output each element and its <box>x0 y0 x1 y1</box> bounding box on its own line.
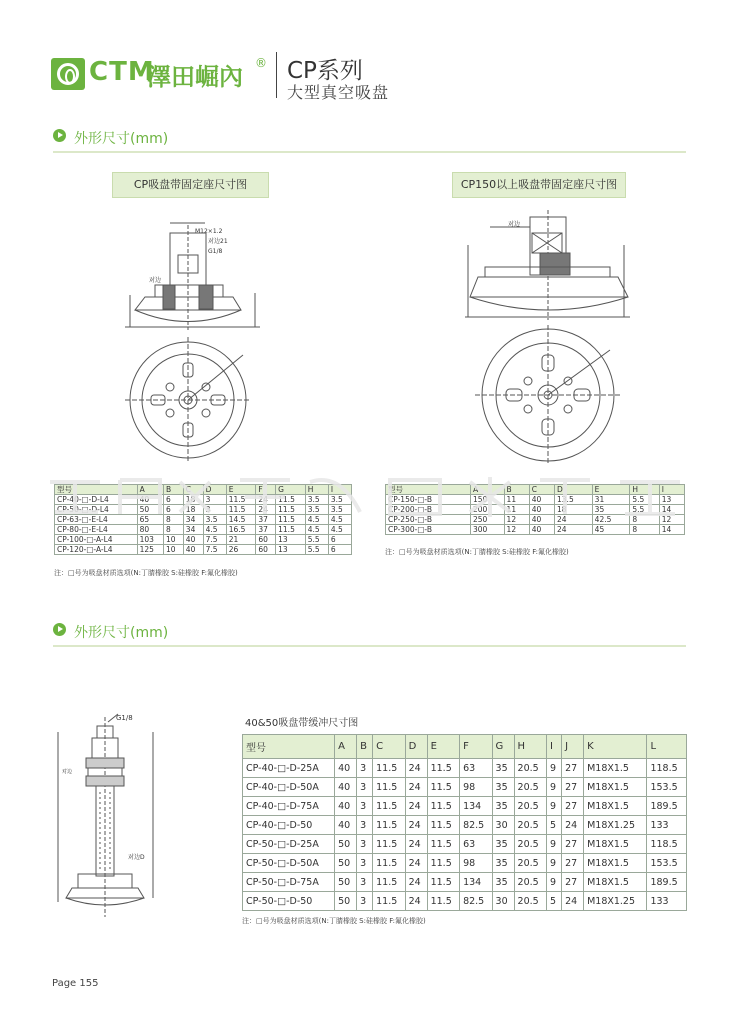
buffer-table-cell: 98 <box>460 854 492 873</box>
brand-name-en: CTM <box>89 57 155 87</box>
buffer-table-header-cell: G <box>492 735 514 759</box>
buffer-table-cell: 27 <box>562 854 584 873</box>
left-dimension-table <box>54 484 352 555</box>
left-cup-drawing <box>115 215 275 470</box>
buffer-table-cell: 35 <box>492 854 514 873</box>
buffer-table-cell: 11.5 <box>427 854 459 873</box>
right-table-cell: 12 <box>504 525 529 535</box>
left-table-cell: 3 <box>203 505 226 515</box>
left-table-cell: 21 <box>226 535 256 545</box>
left-table-header-cell: A <box>137 485 163 495</box>
buffer-table-cell: 24 <box>405 854 427 873</box>
buffer-table-cell: 11.5 <box>373 854 405 873</box>
section-arrow-icon-2 <box>53 623 66 636</box>
right-table-cell: 300 <box>471 525 505 535</box>
buffer-table-title: 40&50吸盘带缓冲尺寸图 <box>245 718 359 729</box>
left-table-cell: 40 <box>137 495 163 505</box>
left-table-cell: 40 <box>183 545 203 555</box>
section-2-note: 注：□号为吸盘材质选项(N:丁腈橡胶 S:硅橡胶 F:氟化橡胶) <box>242 917 426 925</box>
left-table-cell: 7.5 <box>203 535 226 545</box>
buffer-table-cell: 50 <box>335 835 357 854</box>
right-table-cell: 150 <box>471 495 505 505</box>
right-table-header-cell: 型号 <box>386 485 471 495</box>
right-table-cell: 12 <box>504 515 529 525</box>
right-table-cell: 5.5 <box>630 495 659 505</box>
buffer-table-header-cell: I <box>547 735 562 759</box>
buffer-table-cell: 35 <box>492 759 514 778</box>
buffer-table-cell: CP-50-□-D-50 <box>243 892 335 911</box>
right-table-cell: 11 <box>504 495 529 505</box>
section-2-title: 外形尺寸(mm) <box>74 625 169 641</box>
buffer-table-cell: 50 <box>335 873 357 892</box>
right-table-cell: 24 <box>555 515 593 525</box>
buffer-table-header-cell: B <box>357 735 373 759</box>
buffer-table-cell: 134 <box>460 873 492 892</box>
buffer-table-cell: 40 <box>335 778 357 797</box>
buffer-table-cell: 3 <box>357 854 373 873</box>
left-table-row <box>55 505 352 515</box>
left-table-row <box>55 535 352 545</box>
buffer-table-cell: 11.5 <box>373 797 405 816</box>
left-table-cell: 34 <box>183 525 203 535</box>
buffer-table-cell: 63 <box>460 835 492 854</box>
buffer-table-cell: CP-40-□-D-25A <box>243 759 335 778</box>
left-table-cell: 8 <box>163 515 183 525</box>
buffer-table-cell: 27 <box>562 873 584 892</box>
buffer-table-cell: 98 <box>460 778 492 797</box>
buffer-table-cell: 153.5 <box>647 854 687 873</box>
left-table-cell: 60 <box>256 535 276 545</box>
label-m12: M12×1.2 <box>195 228 223 235</box>
buffer-table-header-cell: D <box>405 735 427 759</box>
left-table-cell: 4.5 <box>305 525 328 535</box>
buffer-table-row <box>243 797 687 816</box>
buffer-table-cell: CP-50-□-D-50A <box>243 854 335 873</box>
label-across-flats-d: 对边D <box>128 854 145 861</box>
buffer-table-cell: 24 <box>405 759 427 778</box>
buffer-table-header-cell: C <box>373 735 405 759</box>
buffer-table-cell: 11.5 <box>427 816 459 835</box>
buffer-table-cell: 133 <box>647 892 687 911</box>
buffer-table-cell: M18X1.5 <box>584 854 647 873</box>
left-table-cell: 40 <box>183 535 203 545</box>
buffer-table-cell: 20.5 <box>514 873 546 892</box>
page-number: Page 155 <box>52 978 99 989</box>
buffer-table-cell: 82.5 <box>460 892 492 911</box>
section-1-title: 外形尺寸(mm) <box>74 131 169 147</box>
left-table-cell: CP-80-□-E-L4 <box>55 525 138 535</box>
left-table-header-cell: D <box>203 485 226 495</box>
left-table-cell: 103 <box>137 535 163 545</box>
buffer-table-header-cell: 型号 <box>243 735 335 759</box>
buffer-table-cell: 189.5 <box>647 873 687 892</box>
label-across-flats-21: 对边21 <box>208 238 228 245</box>
left-table-cell: 6 <box>163 505 183 515</box>
left-table-cell: 11.5 <box>276 525 306 535</box>
left-table-cell: 8 <box>163 525 183 535</box>
brand-logo-icon <box>51 58 85 90</box>
buffer-table-cell: 5 <box>547 816 562 835</box>
left-table-cell: 18 <box>183 495 203 505</box>
left-table-cell: 5.5 <box>305 535 328 545</box>
right-cup-drawing <box>460 205 635 470</box>
left-table-cell: CP-63-□-E-L4 <box>55 515 138 525</box>
left-table-cell: CP-120-□-A-L4 <box>55 545 138 555</box>
left-table-header-cell: 型号 <box>55 485 138 495</box>
left-table-cell: 4.5 <box>305 515 328 525</box>
left-table-cell: 34 <box>183 515 203 525</box>
section-1-note: 注：□号为吸盘材质选项(N:丁腈橡胶 S:硅橡胶 F:氟化橡胶) <box>54 569 238 577</box>
left-table-cell: 7.5 <box>203 545 226 555</box>
right-table-cell: 12 <box>659 515 684 525</box>
left-table-cell: 3.5 <box>305 495 328 505</box>
buffer-table-cell: M18X1.5 <box>584 873 647 892</box>
left-table-header-cell: I <box>328 485 351 495</box>
left-table-cell: 4.5 <box>328 515 351 525</box>
buffer-table-cell: 11.5 <box>373 892 405 911</box>
series-subtitle: 大型真空吸盘 <box>287 83 390 102</box>
left-table-cell: 3 <box>203 495 226 505</box>
buffer-table-cell: 9 <box>547 778 562 797</box>
right-table-cell: 5.5 <box>630 505 659 515</box>
buffer-table-cell: 30 <box>492 892 514 911</box>
right-table-cell: 42.5 <box>592 515 630 525</box>
left-table-cell: 10 <box>163 535 183 545</box>
left-table-cell: CP-40-□-D-L4 <box>55 495 138 505</box>
right-table-cell: 8 <box>630 515 659 525</box>
left-table-cell: 11.5 <box>276 495 306 505</box>
left-table-header-cell: E <box>226 485 256 495</box>
left-table-cell: 11.5 <box>226 505 256 515</box>
buffer-table-cell: 133 <box>647 816 687 835</box>
buffer-table-cell: 24 <box>405 778 427 797</box>
section-2-divider <box>53 645 686 647</box>
right-table-row <box>386 495 685 505</box>
buffer-table-cell: 24 <box>405 873 427 892</box>
buffer-table-cell: CP-40-□-D-75A <box>243 797 335 816</box>
left-table-cell: 6 <box>328 535 351 545</box>
left-table-cell: 11.5 <box>276 505 306 515</box>
buffer-table-header-cell: A <box>335 735 357 759</box>
buffer-table-cell: 24 <box>405 892 427 911</box>
buffer-table-cell: 118.5 <box>647 759 687 778</box>
left-table-cell: 13 <box>276 535 306 545</box>
right-dimension-table <box>385 484 685 535</box>
buffer-table-cell: CP-50-□-D-25A <box>243 835 335 854</box>
buffer-table-cell: 11.5 <box>373 816 405 835</box>
buffer-table-cell: 11.5 <box>373 778 405 797</box>
left-table-cell: 16.5 <box>226 525 256 535</box>
right-table-row <box>386 525 685 535</box>
left-table-cell: 3.5 <box>203 515 226 525</box>
buffer-dimension-table <box>242 734 687 911</box>
left-table-cell: 4.5 <box>328 525 351 535</box>
buffer-table-cell: M18X1.25 <box>584 892 647 911</box>
left-table-cell: 6 <box>163 495 183 505</box>
left-table-header-cell: H <box>305 485 328 495</box>
right-table-cell: 40 <box>529 525 554 535</box>
buffer-table-cell: 40 <box>335 759 357 778</box>
label-across-flats: 对边 <box>149 277 162 284</box>
right-table-header-cell: E <box>592 485 630 495</box>
buffer-table-cell: 11.5 <box>427 835 459 854</box>
section-arrow-icon <box>53 129 66 142</box>
right-table-cell: CP-250-□-B <box>386 515 471 525</box>
buffer-table-header-cell: K <box>584 735 647 759</box>
left-table-row <box>55 525 352 535</box>
left-drawing-caption: CP吸盘带固定座尺寸图 <box>112 172 269 198</box>
buffer-table-cell: 20.5 <box>514 778 546 797</box>
buffer-table-row <box>243 892 687 911</box>
buffer-table-cell: 134 <box>460 797 492 816</box>
left-table-cell: 37 <box>256 515 276 525</box>
buffer-table-cell: 20.5 <box>514 892 546 911</box>
buffer-table-cell: 9 <box>547 759 562 778</box>
buffer-table-cell: 11.5 <box>373 835 405 854</box>
section-1-right-note: 注：□号为吸盘材质选项(N:丁腈橡胶 S:硅橡胶 F:氟化橡胶) <box>385 548 569 556</box>
left-table-cell: 3.5 <box>328 495 351 505</box>
buffer-table-row <box>243 778 687 797</box>
left-table-cell: 14.5 <box>226 515 256 525</box>
left-table-cell: 18 <box>183 505 203 515</box>
buffer-table-cell: M18X1.5 <box>584 835 647 854</box>
left-table-row <box>55 495 352 505</box>
left-table-cell: 3.5 <box>328 505 351 515</box>
right-table-cell: 250 <box>471 515 505 525</box>
left-table-cell: 13 <box>276 545 306 555</box>
left-table-cell: 11.5 <box>276 515 306 525</box>
buffer-table-cell: 3 <box>357 797 373 816</box>
buffer-table-cell: 50 <box>335 892 357 911</box>
buffer-table-row <box>243 816 687 835</box>
buffer-cup-drawing <box>48 712 168 922</box>
buffer-table-header-cell: H <box>514 735 546 759</box>
buffer-table-cell: 11.5 <box>427 797 459 816</box>
buffer-table-cell: 20.5 <box>514 835 546 854</box>
buffer-table-cell: 3 <box>357 835 373 854</box>
left-table-row <box>55 545 352 555</box>
left-table-row <box>55 515 352 525</box>
buffer-table-cell: 5 <box>547 892 562 911</box>
right-table-cell: 14 <box>659 505 684 515</box>
buffer-table-cell: 189.5 <box>647 797 687 816</box>
right-drawing-caption: CP150以上吸盘带固定座尺寸图 <box>452 172 626 198</box>
left-table-cell: 6 <box>328 545 351 555</box>
right-table-header-cell: D <box>555 485 593 495</box>
left-table-cell: CP-100-□-A-L4 <box>55 535 138 545</box>
buffer-table-cell: 40 <box>335 816 357 835</box>
right-table-cell: 200 <box>471 505 505 515</box>
buffer-table-cell: 11.5 <box>373 759 405 778</box>
buffer-table-row <box>243 873 687 892</box>
buffer-table-row <box>243 854 687 873</box>
buffer-table-cell: 9 <box>547 854 562 873</box>
label-g18: G1/8 <box>208 248 223 255</box>
right-table-cell: 8 <box>630 525 659 535</box>
left-table-cell: 10 <box>163 545 183 555</box>
left-table-header-cell: G <box>276 485 306 495</box>
left-table-cell: 80 <box>137 525 163 535</box>
section-1-divider <box>53 151 686 153</box>
buffer-table-cell: 3 <box>357 873 373 892</box>
right-table-cell: 40 <box>529 515 554 525</box>
left-table-cell: 3.5 <box>305 505 328 515</box>
buffer-table-row <box>243 759 687 778</box>
buffer-table-cell: 20.5 <box>514 854 546 873</box>
buffer-table-cell: CP-40-□-D-50A <box>243 778 335 797</box>
left-table-cell: 60 <box>256 545 276 555</box>
left-table-header-cell: C <box>183 485 203 495</box>
right-table-cell: 14 <box>659 525 684 535</box>
buffer-table-cell: 3 <box>357 778 373 797</box>
buffer-table-cell: 9 <box>547 797 562 816</box>
left-table-cell: 26 <box>226 545 256 555</box>
label-right-across-flats: 对边 <box>508 221 521 228</box>
buffer-table-cell: 63 <box>460 759 492 778</box>
header-divider <box>276 52 277 98</box>
left-table-header-cell: F <box>256 485 276 495</box>
buffer-table-cell: M18X1.25 <box>584 816 647 835</box>
left-table-header-cell: B <box>163 485 183 495</box>
buffer-table-cell: 24 <box>562 816 584 835</box>
buffer-table-cell: 20.5 <box>514 797 546 816</box>
right-table-cell: 13.5 <box>555 495 593 505</box>
buffer-table-cell: 24 <box>562 892 584 911</box>
label-g18-buffer: G1/8 <box>116 714 133 722</box>
buffer-table-cell: M18X1.5 <box>584 759 647 778</box>
right-table-cell: 45 <box>592 525 630 535</box>
right-table-cell: CP-300-□-B <box>386 525 471 535</box>
buffer-table-cell: 11.5 <box>427 778 459 797</box>
right-table-cell: 11 <box>504 505 529 515</box>
buffer-table-cell: 20.5 <box>514 759 546 778</box>
right-table-cell: CP-150-□-B <box>386 495 471 505</box>
left-table-cell: 50 <box>137 505 163 515</box>
buffer-table-cell: 11.5 <box>373 873 405 892</box>
buffer-table-cell: 27 <box>562 797 584 816</box>
right-table-cell: 13 <box>659 495 684 505</box>
buffer-table-cell: 30 <box>492 816 514 835</box>
left-table-cell: 125 <box>137 545 163 555</box>
right-table-cell: 35 <box>592 505 630 515</box>
left-table-cell: CP-50-□-D-L4 <box>55 505 138 515</box>
buffer-table-cell: CP-40-□-D-50 <box>243 816 335 835</box>
buffer-table-cell: 82.5 <box>460 816 492 835</box>
label-across-flats-buffer: 对边 <box>62 769 73 775</box>
right-table-cell: CP-200-□-B <box>386 505 471 515</box>
buffer-table-cell: 11.5 <box>427 873 459 892</box>
buffer-table-cell: 35 <box>492 873 514 892</box>
buffer-table-cell: 153.5 <box>647 778 687 797</box>
left-table-cell: 24 <box>256 505 276 515</box>
right-table-header-cell: C <box>529 485 554 495</box>
left-table-cell: 5.5 <box>305 545 328 555</box>
buffer-table-cell: 24 <box>405 797 427 816</box>
left-table-cell: 37 <box>256 525 276 535</box>
right-table-row <box>386 505 685 515</box>
buffer-table-cell: 24 <box>405 835 427 854</box>
left-table-cell: 4.5 <box>203 525 226 535</box>
buffer-table-cell: 35 <box>492 778 514 797</box>
buffer-table-cell: 11.5 <box>427 759 459 778</box>
right-table-row <box>386 515 685 525</box>
buffer-table-cell: M18X1.5 <box>584 778 647 797</box>
left-table-cell: 24 <box>256 495 276 505</box>
buffer-table-header-cell: L <box>647 735 687 759</box>
buffer-table-cell: 3 <box>357 759 373 778</box>
buffer-table-cell: 3 <box>357 892 373 911</box>
right-table-header-cell: B <box>504 485 529 495</box>
right-table-header-cell: H <box>630 485 659 495</box>
buffer-table-header-cell: F <box>460 735 492 759</box>
buffer-table-cell: 118.5 <box>647 835 687 854</box>
series-title: CP系列 <box>287 58 363 84</box>
buffer-table-cell: 40 <box>335 797 357 816</box>
buffer-table-cell: M18X1.5 <box>584 797 647 816</box>
buffer-table-header-cell: J <box>562 735 584 759</box>
right-table-cell: 31 <box>592 495 630 505</box>
brand-name-cn: 澤田崛內 <box>147 63 243 91</box>
buffer-table-cell: 9 <box>547 835 562 854</box>
buffer-table-row <box>243 835 687 854</box>
right-table-header-cell: I <box>659 485 684 495</box>
buffer-table-cell: 35 <box>492 797 514 816</box>
buffer-table-cell: 50 <box>335 854 357 873</box>
registered-mark: ® <box>255 56 267 70</box>
buffer-table-header-cell: E <box>427 735 459 759</box>
buffer-table-cell: 27 <box>562 778 584 797</box>
buffer-table-cell: 20.5 <box>514 816 546 835</box>
buffer-table-cell: 24 <box>405 816 427 835</box>
right-table-cell: 18 <box>555 505 593 515</box>
buffer-table-cell: 27 <box>562 759 584 778</box>
right-table-header-cell: A <box>471 485 505 495</box>
left-table-cell: 65 <box>137 515 163 525</box>
right-table-cell: 40 <box>529 505 554 515</box>
buffer-table-cell: 35 <box>492 835 514 854</box>
buffer-table-cell: 3 <box>357 816 373 835</box>
buffer-table-cell: 9 <box>547 873 562 892</box>
buffer-table-cell: 27 <box>562 835 584 854</box>
right-table-cell: 40 <box>529 495 554 505</box>
buffer-table-cell: 11.5 <box>427 892 459 911</box>
left-table-cell: 11.5 <box>226 495 256 505</box>
right-table-cell: 24 <box>555 525 593 535</box>
buffer-table-cell: CP-50-□-D-75A <box>243 873 335 892</box>
